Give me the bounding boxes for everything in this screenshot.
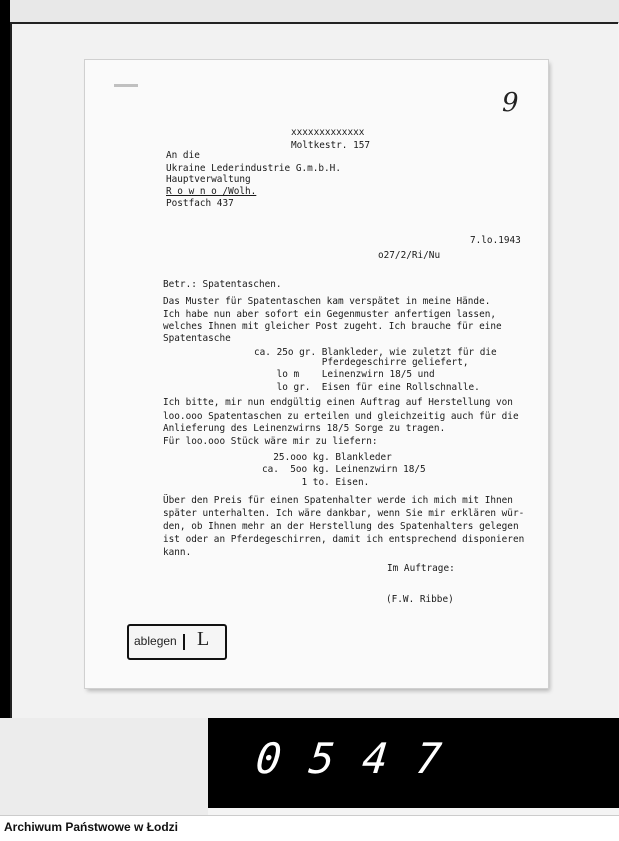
sender-street: Moltkestr. 157 bbox=[291, 140, 371, 151]
paragraph1-line: Ich habe nun aber sofort ein Gegenmuster anfertigen lassen, bbox=[163, 309, 497, 320]
material-line: lo gr. Eisen für eine Rollschnalle. bbox=[254, 382, 480, 393]
closing-phrase: Im Auftrage: bbox=[387, 563, 455, 574]
recipient-postfach: Postfach 437 bbox=[166, 198, 234, 209]
quantity-line: 25.ooo kg. Blankleder bbox=[262, 452, 392, 463]
quantity-line: ca. 5oo kg. Leinenzwirn 18/5 bbox=[262, 464, 426, 475]
crossed-out-line: xxxxxxxxxxxxx bbox=[291, 127, 365, 138]
film-top-strip bbox=[10, 0, 619, 23]
material-line: lo m Leinenzwirn 18/5 und bbox=[254, 369, 435, 380]
frame-counter: 0547 bbox=[253, 734, 472, 783]
recipient-line-1: An die bbox=[166, 150, 200, 161]
archive-footer bbox=[0, 815, 619, 841]
filing-stamp bbox=[127, 624, 227, 660]
paragraph3-line: Über den Preis für einen Spatenhalter werde ich mich mit Ihnen bbox=[163, 495, 513, 506]
ink-smudge bbox=[114, 84, 138, 87]
quantity-line: 1 to. Eisen. bbox=[262, 477, 370, 488]
recipient-line-3: Hauptverwaltung bbox=[166, 174, 251, 185]
paragraph3-line: den, ob Ihnen mehr an der Herstellung des Spatenhalters gelegen bbox=[163, 521, 519, 532]
letter-subject: Betr.: Spatentaschen. bbox=[163, 279, 282, 290]
paragraph2-line: Anlieferung des Leinenzwirns 18/5 Sorge zu tragen. bbox=[163, 423, 446, 434]
signature-name: (F.W. Ribbe) bbox=[386, 594, 454, 605]
paragraph1-line: Spatentasche bbox=[163, 333, 231, 344]
letter-reference: o27/2/Ri/Nu bbox=[378, 250, 441, 261]
letter-date: 7.lo.1943 bbox=[470, 235, 521, 246]
stamp-label: ablegen bbox=[134, 634, 185, 650]
film-left-edge bbox=[0, 0, 10, 815]
film-counter-band bbox=[208, 718, 619, 808]
paragraph1-line: welches Ihnen mit gleicher Post zugeht. Ich brauche für eine bbox=[163, 321, 502, 332]
paragraph2-line: loo.ooo Spatentaschen zu erteilen und gleichzeitig auch für die bbox=[163, 411, 519, 422]
paragraph3-line: später unterhalten. Ich wäre dankbar, wenn Sie mir erklären wür- bbox=[163, 508, 525, 519]
recipient-city: R o w n o /Wolh. bbox=[166, 186, 257, 197]
paragraph2-line: Für loo.ooo Stück wäre mir zu liefern: bbox=[163, 436, 378, 447]
material-line: Pferdegeschirre geliefert, bbox=[254, 357, 469, 368]
material-line: ca. 25o gr. Blankleder, wie zuletzt für die bbox=[254, 347, 497, 358]
paragraph1-line: Das Muster für Spatentaschen kam verspätet in meine Hände. bbox=[163, 296, 491, 307]
paragraph2-line: Ich bitte, mir nun endgültig einen Auftrag auf Herstellung von bbox=[163, 397, 513, 408]
paragraph3-line: kann. bbox=[163, 547, 192, 558]
stamp-mark: L bbox=[197, 628, 210, 650]
paragraph3-line: ist oder an Pferdegeschirren, damit ich entsprechend disponieren bbox=[163, 534, 525, 545]
archive-name: Archiwum Państwowe w Łodzi bbox=[4, 820, 179, 834]
film-margin bbox=[0, 718, 208, 815]
recipient-line-2: Ukraine Lederindustrie G.m.b.H. bbox=[166, 163, 341, 174]
page-number: 9 bbox=[502, 88, 519, 118]
